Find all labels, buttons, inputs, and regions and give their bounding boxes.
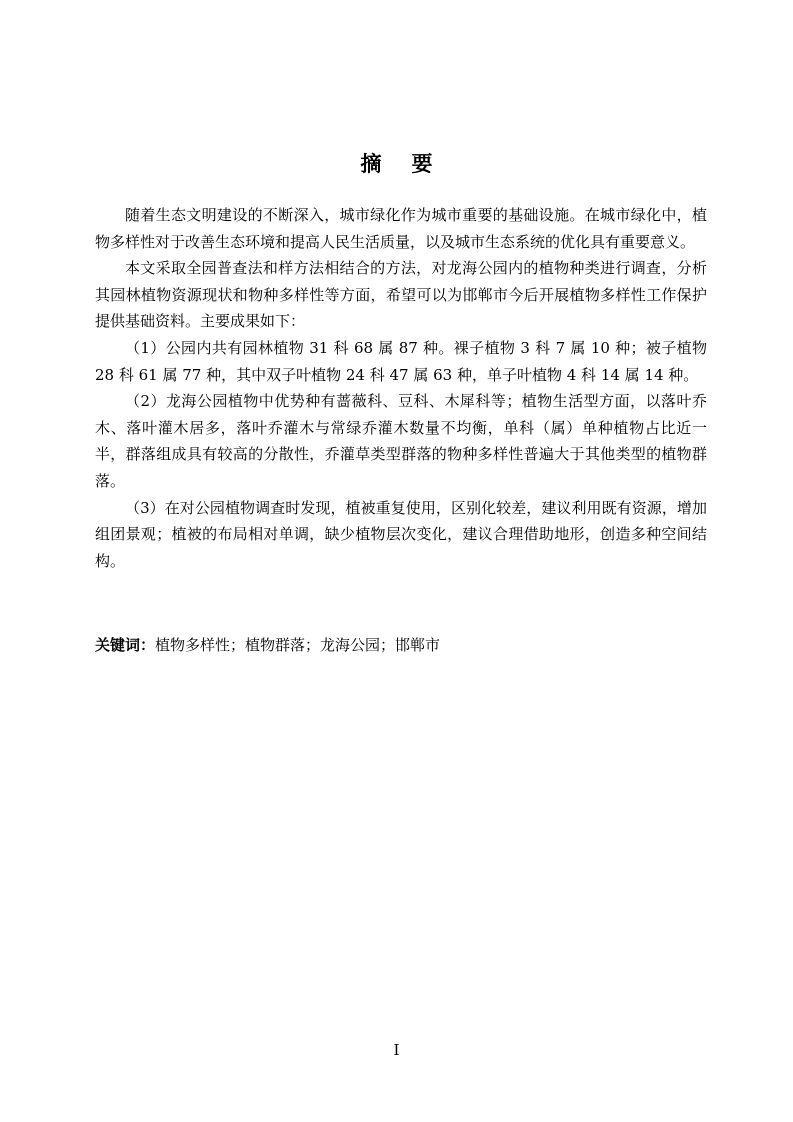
paragraph-result-3: （3）在对公园植物调查时发现，植被重复使用，区别化较差，建议利用既有资源，增加组团景观；植被的布局相对单调，缺少植物层次变化，建议合理借助地形，创造多种空间结构。	[95, 498, 707, 570]
keywords-line	[95, 632, 707, 658]
abstract-body	[95, 202, 707, 574]
paragraph-result-1: （1）公园内共有园林植物 31 科 68 属 87 种。裸子植物 3 科 7 属 10 种；被子植物 28 科 61 属 77 种，其中双子叶植物 24 科 47 属 63 种，单子叶植物 4 科 14 属 14 种。	[95, 338, 707, 384]
keywords-label: 关键词：	[95, 636, 156, 654]
abstract-title: 摘要	[360, 152, 463, 176]
paragraph-method: 本文采取全园普查法和样方法相结合的方法，对龙海公园内的植物种类进行调查，分析其园林植物资源现状和物种多样性等方面，希望可以为邯郸市今后开展植物多样性工作保护提供基础资料。主要成果如下：	[95, 259, 707, 331]
keywords-text: 植物多样性；植物群落；龙海公园；邯郸市	[155, 636, 441, 654]
paragraph-background: 随着生态文明建设的不断深入，城市绿化作为城市重要的基础设施。在城市绿化中，植物多样性对于改善生态环境和提高人民生活质量，以及城市生态系统的优化具有重要意义。	[95, 206, 707, 251]
page-number: I	[393, 1041, 400, 1059]
paragraph-result-2: （2）龙海公园植物中优势种有蔷薇科、豆科、木犀科等；植物生活型方面，以落叶乔木、落叶灌木居多，落叶乔灌木与常绿乔灌木数量不均衡，单科（属）单种植物占比近一半，群落组成具有较高的分散性，乔灌草类型群落的物种多样性普遍大于其他类型的植物群落。	[95, 392, 707, 490]
